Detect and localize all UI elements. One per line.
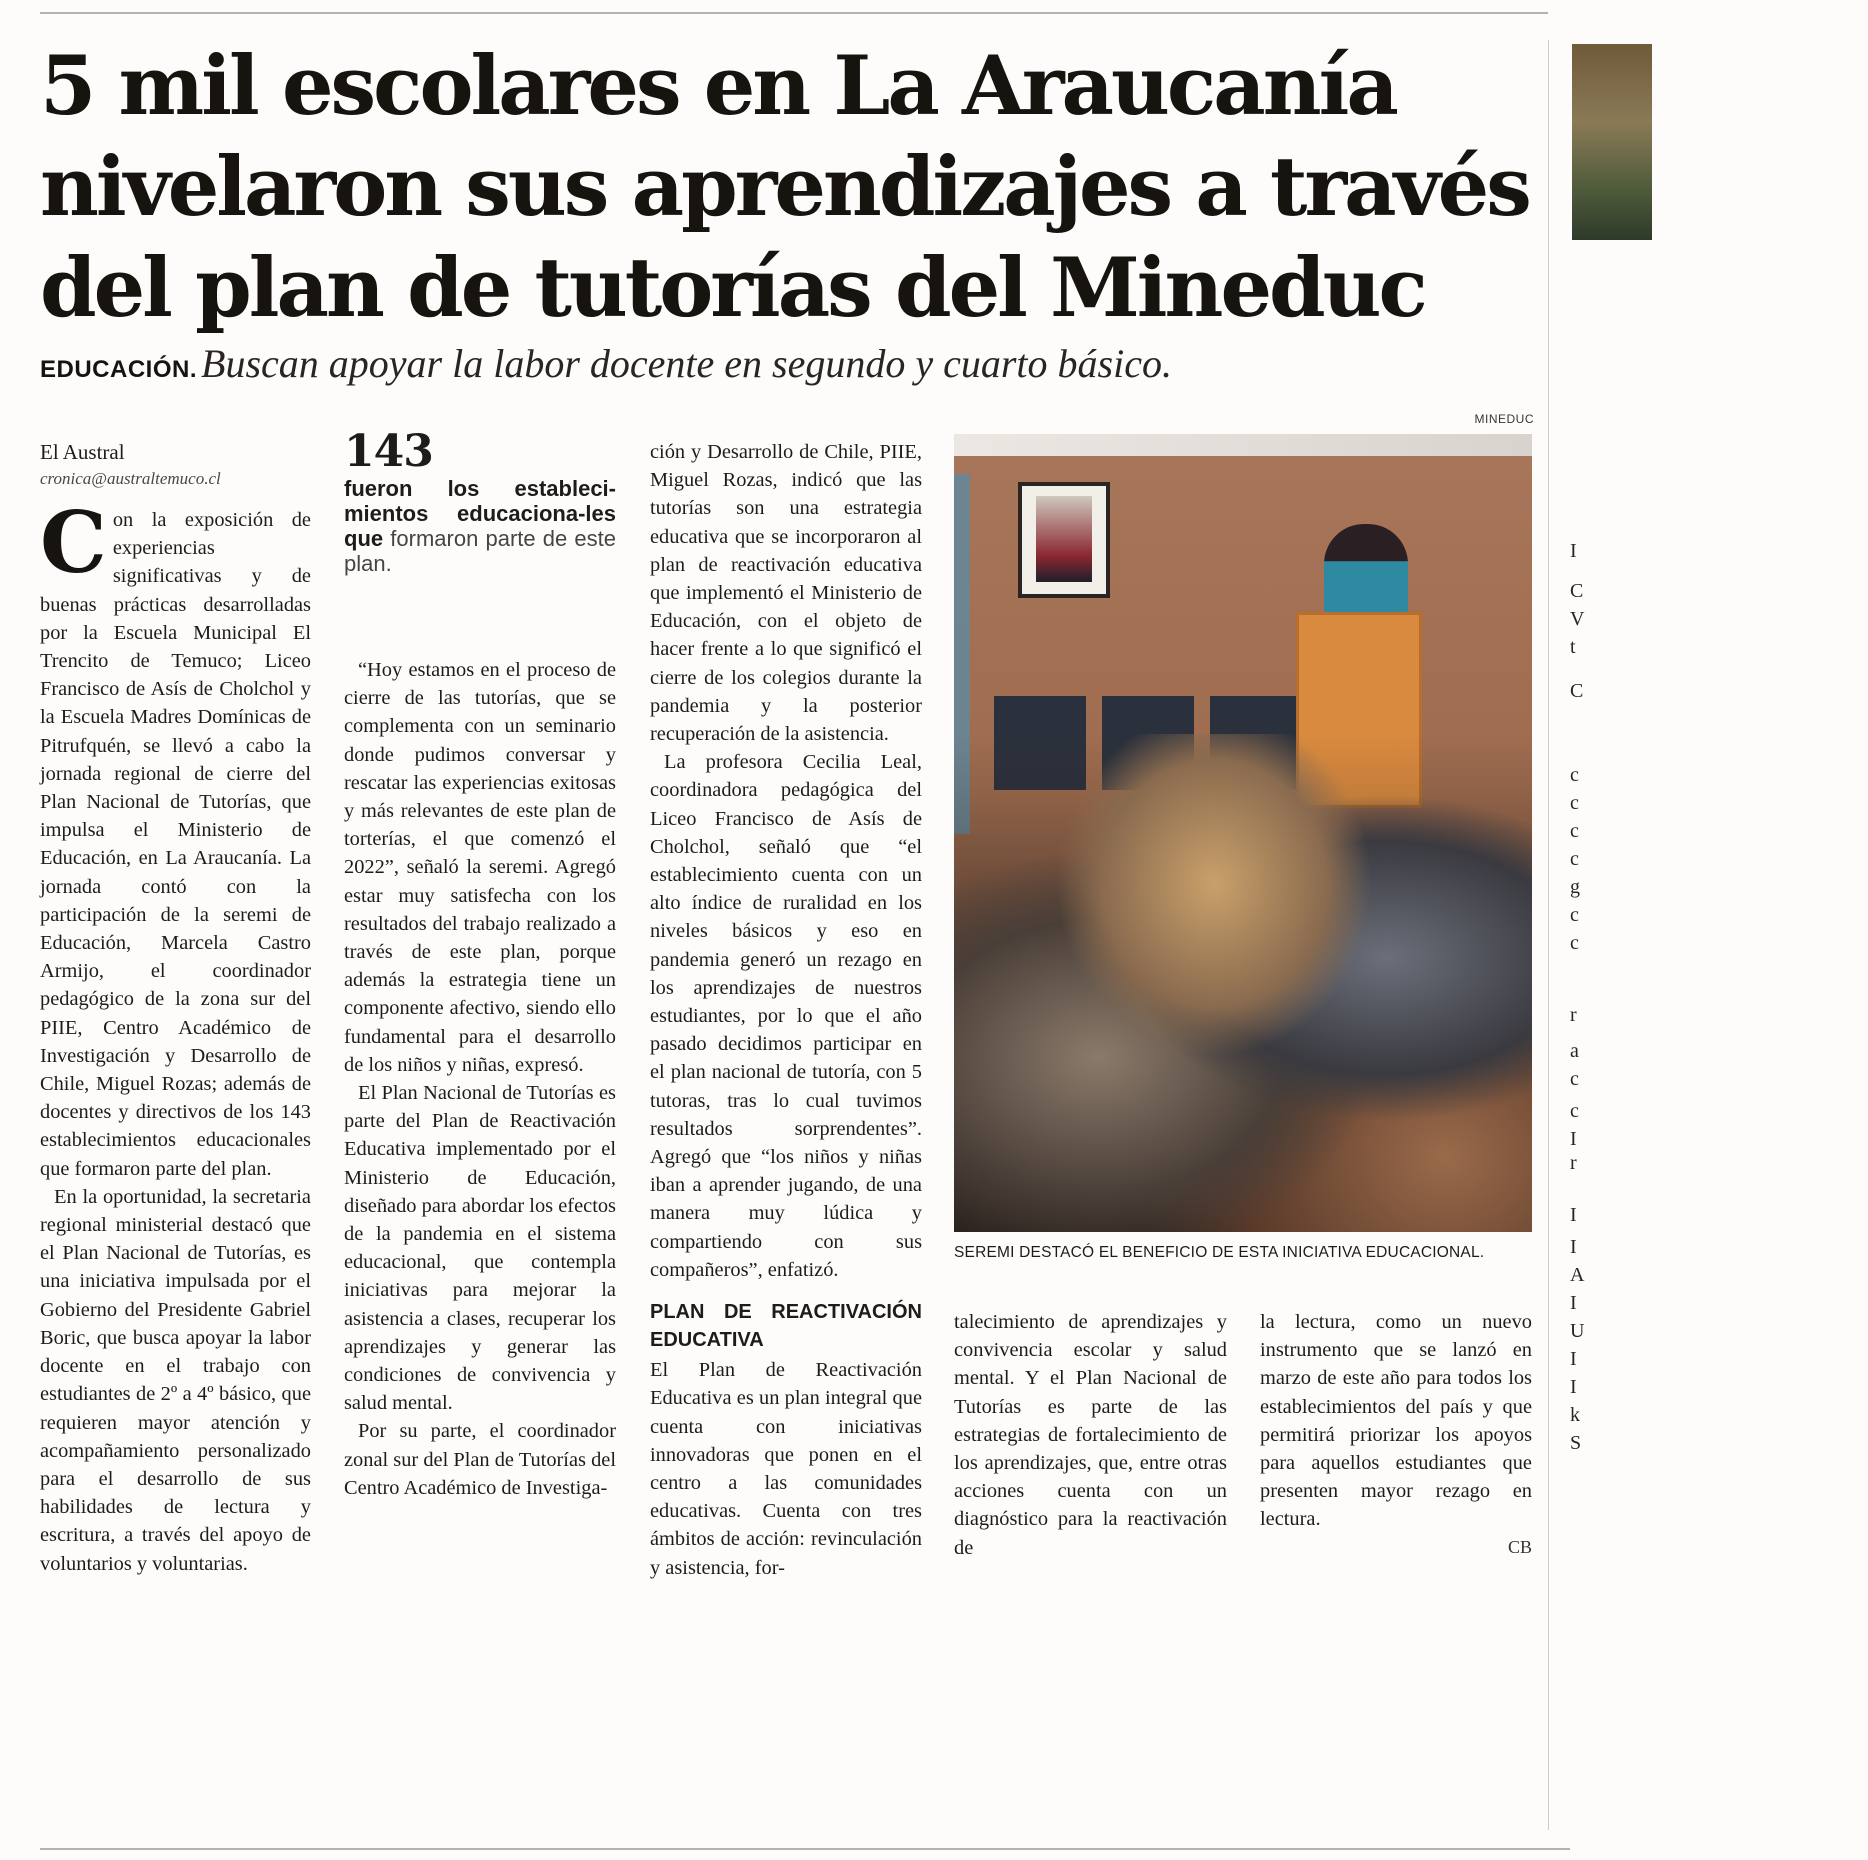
lead-paragraph-text: on la exposición de experiencias significativas y de buenas prácticas desarrolladas por la Escuela Municipal El Trencito de Temuco; Liceo Francisco de Asís de Cholchol y la Escuela Madres Domínicas de Pitrufquén, se llevó a cabo la jornada regional de cierre del Plan Nacional de Tutorías, que impulsa el Ministerio de Educación, en La Araucanía. La jornada contó con la participación de la seremi de Educación, Marcela Castro Armijo, el coordinador pedagógico de la zona sur del PIIE, Centro Académico de Investigación y Desarrollo de Chile, Miguel Rozas; además de docentes y directivos de los 143 establecimientos educacionales que formaron parte del plan. [40,509,311,1180]
stat-description [344,476,616,576]
article-deck: Buscan apoyar la labor docente en segundo y cuarto básico. [201,341,1172,386]
article-column-4 [954,1308,1227,1562]
photo-caption: SEREMI DESTACÓ EL BENEFICIO DE ESTA INICIATIVA EDUCACIONAL. [954,1244,1485,1261]
adjacent-text-fragment: c [1570,904,1579,926]
closing-paragraph-text: la lectura, como un nuevo instrumento que se lanzó en marzo de este año para todos los establecimientos del país y que permitirá priorizar los apoyos para aquellos estudiantes que presenten mayor rezago en lectura. [1260,1311,1532,1531]
top-rule [40,12,1570,14]
adjacent-text-fragment: I [1570,1204,1577,1226]
adjacent-text-fragment: c [1570,764,1579,786]
adjacent-article-strip [1548,0,1868,1860]
event-photo [954,434,1532,1232]
paragraph: El Plan de Reactivación Educativa es un plan integral que cuenta con iniciativas innovadoras que ponen en el centro a las comunidades educativas. Cuenta con tres ámbitos de acción: revinculación y asistencia, for- [650,1359,922,1579]
paragraph: talecimiento de aprendizajes y convivencia escolar y salud mental. Y el Plan Nacional de Tutorías es parte de las estrategias de fortalecimiento de los aprendizajes, que, entre otras acciones cuenta con un diagnóstico para la reactivación de [954,1311,1227,1559]
adjacent-text-fragment: c [1570,848,1579,870]
byline-email: cronica@australtemuco.cl [40,469,221,488]
portrait-figure [1036,496,1092,582]
adjacent-text-fragment: a [1570,1040,1579,1062]
adjacent-text-fragment: I [1570,1348,1577,1370]
paragraph: El Plan Nacional de Tutorías es parte del Plan de Reactivación Educativa implementado por el Ministerio de Educación, diseñado para abordar los efectos de la pandemia en el sistema educacional, que contempla iniciativas para mejorar la asistencia a clases, recuperar los aprendizajes y generar las condiciones de convivencia y salud mental. [344,1082,616,1415]
adjacent-text-fragment: c [1570,1068,1579,1090]
paragraph: Por su parte, el coordinador zonal sur del Plan de Tutorías del Centro Académico de Investiga- [344,1420,616,1499]
drop-cap: C [40,493,107,592]
adjacent-text-fragment: I [1570,540,1577,562]
adjacent-text-fragment: I [1570,1128,1577,1150]
lead-paragraph [40,493,311,1183]
adjacent-text-fragment: r [1570,1152,1577,1174]
adjacent-text-fragment: c [1570,932,1579,954]
adjacent-text-fragment: S [1570,1432,1582,1454]
adjacent-text-fragment: I [1570,1376,1577,1398]
article-headline: 5 mil escolares en La Araucanía nivelaron sus aprendizajes a través del plan de tutorías del Mineduc [40,39,1529,336]
paragraph: La profesora Cecilia Leal, coordinadora pedagógica del Liceo Francisco de Asís de Cholchol, señaló que “el establecimiento cuenta con un alto índice de ruralidad en los niveles básicos y eso en pandemia generó un rezago en los aprendizajes de nuestros estudiantes, por lo que el año pasado decidimos participar en el plan nacional de tutoría, con 5 tutoras, tras lo cual tuvimos resultados sorprendentes”. Agregó que “los niños y niñas iban a aprender jugando, de una manera muy lúdica y compartiendo con sus compañeros”, enfatizó. [650,751,922,1281]
adjacent-text-fragment: g [1570,876,1580,898]
article-column-3 [650,438,922,1582]
adjacent-text-fragment: I [1570,1236,1577,1258]
photo-ceiling [954,434,1532,456]
stat-number: 143 [344,426,433,477]
adjacent-text-fragment: k [1570,1404,1580,1426]
stat-description-bold: fueron los estableci-mientos educaciona-les que [344,476,616,551]
article-column-5 [1260,1308,1532,1560]
section-heading: PLAN DE REACTIVACIÓN EDUCATIVA [650,1301,922,1352]
article-column-1 [40,438,311,1578]
paragraph [1260,1308,1532,1534]
adjacent-text-fragment: t [1570,636,1576,658]
article-column-2 [344,428,616,1502]
adjacent-text-fragment: C [1570,580,1584,602]
photo-speaker [1324,524,1408,616]
end-mark: CB [1507,1536,1532,1557]
photo-audience [954,734,1532,1232]
photo-credit: MINEDUC [1474,412,1534,426]
article-subhead [40,340,1540,387]
section-kicker: EDUCACIÓN. [40,356,198,383]
adjacent-photo [1572,44,1652,240]
bottom-rule [40,1848,1570,1850]
photo-framed-portrait [1018,482,1110,598]
paragraph: ción y Desarrollo de Chile, PIIE, Miguel Rozas, indicó que las tutorías son una estrategia educativa que se incorporaron al plan de reactivación educativa que implementó el Ministerio de Educación, con el objeto de hacer frente a lo que significó el cierre de los colegios durante la pandemia y la posterior recuperación de la asistencia. [650,441,922,746]
paragraph: En la oportunidad, la secretaria regional ministerial destacó que el Plan Nacional de Tutorías, es una iniciativa impulsada por el Gobierno del Presidente Gabriel Boric, que busca apoyar la labor docente en el trabajo con estudiantes de 2º a 4º básico, que requieren mayor atención y acompañamiento personalizado para el desarrollo de sus habilidades de lectura y escritura, a través del apoyo de voluntarios y voluntarias. [40,1185,311,1575]
adjacent-text-fragment: c [1570,1100,1579,1122]
adjacent-text-fragment: I [1570,1292,1577,1314]
adjacent-text-fragment: r [1570,1004,1577,1026]
adjacent-text-fragment: V [1570,608,1585,630]
paragraph: “Hoy estamos en el proceso de cierre de las tutorías, que se complementa con un seminario donde pudimos conversar y rescatar las experiencias exitosas y más relevantes de este plan de torterías, el que comenzó el 2022”, señaló la seremi. Agregó estar muy satisfecha con los resultados del trabajo realizado a través de este plan, porque además la estrategia tiene un componente afectivo, siendo ello fundamental para el desarrollo de los niños y niñas, expresó. [344,659,616,1076]
column-divider [1548,40,1549,1830]
adjacent-text-fragment: C [1570,680,1584,702]
adjacent-text-fragment: c [1570,792,1579,814]
adjacent-text-fragment: U [1570,1320,1585,1342]
adjacent-text-fragment: A [1570,1264,1585,1286]
stat-description-rest: formaron parte de este plan. [344,526,616,576]
adjacent-text-fragment: c [1570,820,1579,842]
byline-name: El Austral [40,440,125,464]
